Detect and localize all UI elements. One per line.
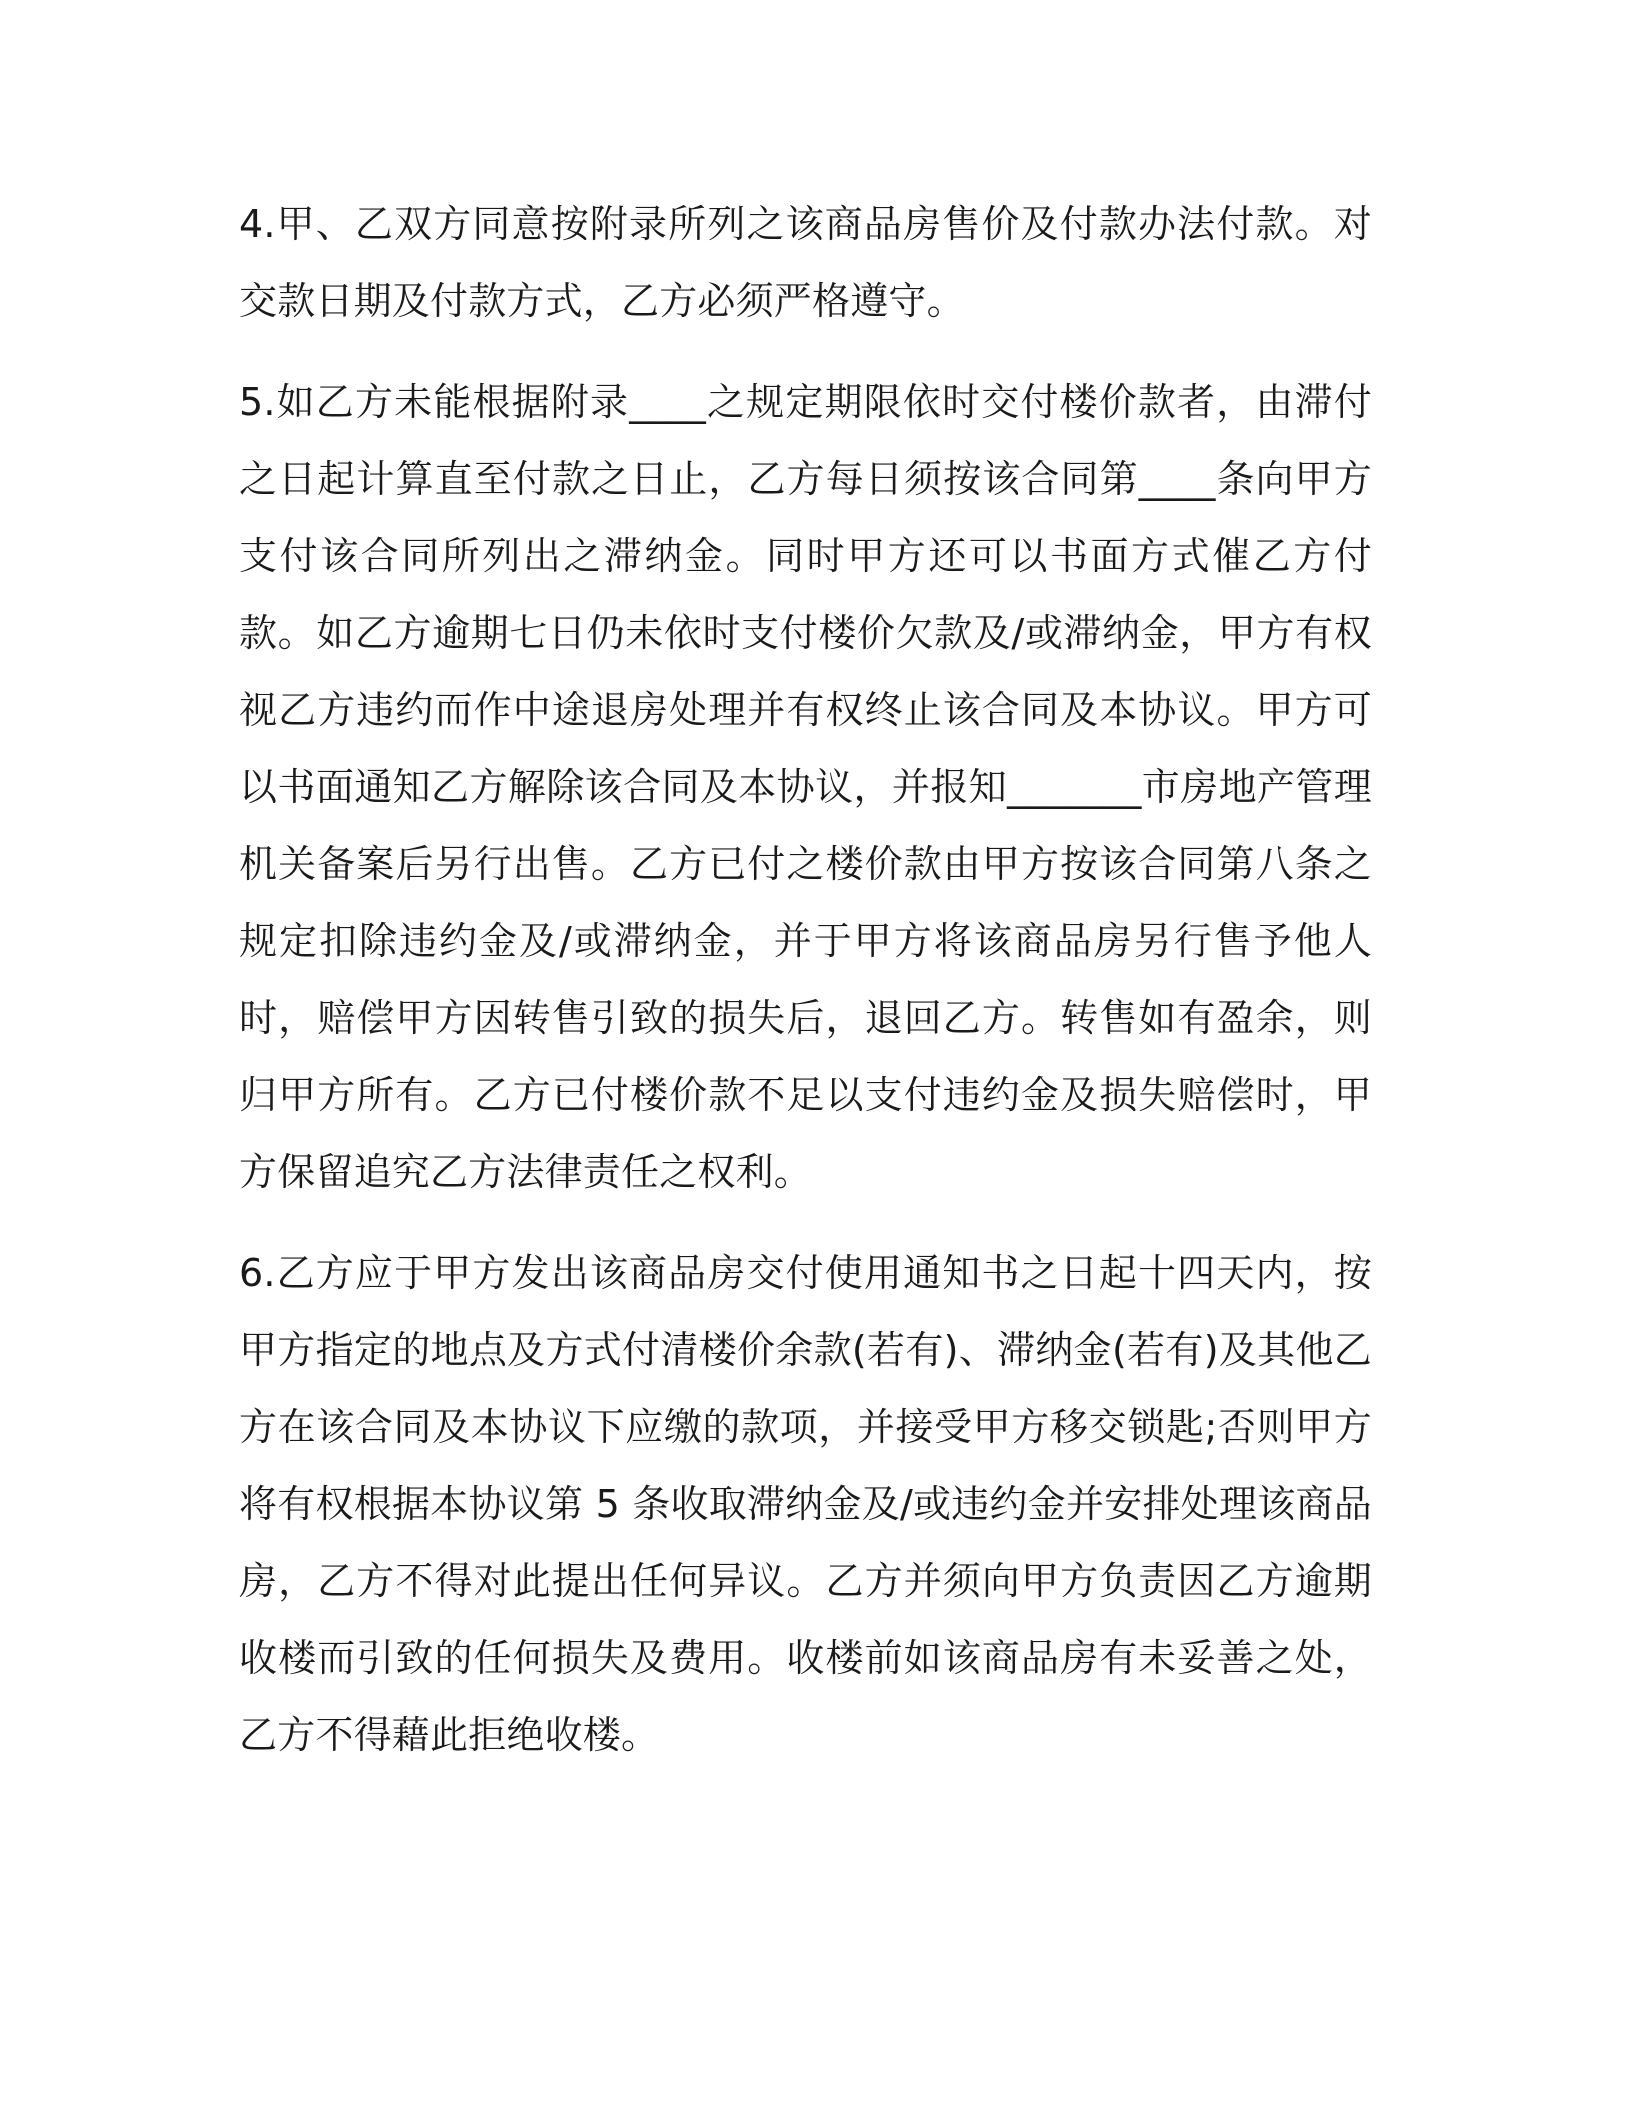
document-body bbox=[239, 186, 1372, 1798]
clause-4-paragraph: 4.甲、乙双方同意按附录所列之该商品房售价及付款办法付款。对交款日期及付款方式，乙方必须严格遵守。 bbox=[239, 202, 1372, 323]
clause-6-paragraph: 6.乙方应于甲方发出该商品房交付使用通知书之日起十四天内，按甲方指定的地点及方式付清楼价余款(若有)、滞纳金(若有)及其他乙方在该合同及本协议下应缴的款项，并接受甲方移交锁匙;否则甲方将有权根据本协议第 5 条收取滞纳金及/或违约金并安排处理该商品房，乙方不得对此提出任何异议。乙方并须向甲方负责因乙方逾期收楼而引致的任何损失及费用。收楼前如该商品房有未妥善之处，乙方不得藉此拒绝收楼。 bbox=[239, 1251, 1372, 1757]
clause-5-paragraph: 5.如乙方未能根据附录____之规定期限依时交付楼价款者，由滞付之日起计算直至付款之日止，乙方每日须按该合同第____条向甲方支付该合同所列出之滞纳金。同时甲方还可以书面方式催乙方付款。如乙方逾期七日仍未依时支付楼价欠款及/或滞纳金，甲方有权视乙方违约而作中途退房处理并有权终止该合同及本协议。甲方可以书面通知乙方解除该合同及本协议，并报知_______市房地产管理机关备案后另行出售。乙方已付之楼价款由甲方按该合同第八条之规定扣除违约金及/或滞纳金，并于甲方将该商品房另行售予他人时，赔偿甲方因转售引致的损失后，退回乙方。转售如有盈余，则归甲方所有。乙方已付楼价款不足以支付违约金及损失赔偿时，甲方保留追究乙方法律责任之权利。 bbox=[239, 380, 1372, 1194]
